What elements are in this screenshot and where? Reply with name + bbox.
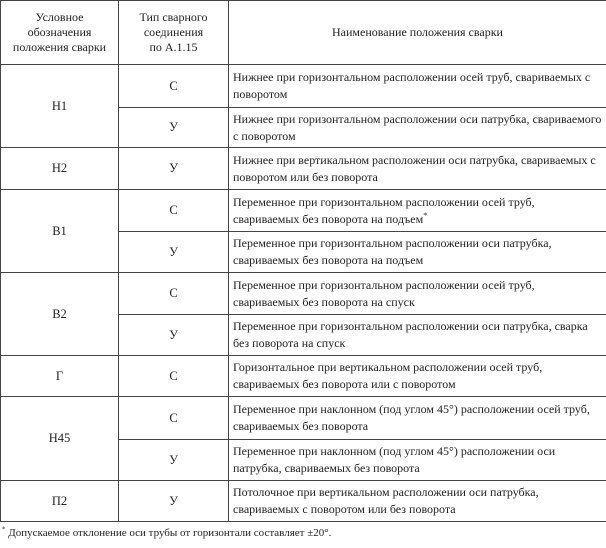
joint-type-cell: У (119, 108, 229, 148)
table-row (1, 397, 606, 440)
header-designation-line3: положения сварки (12, 40, 107, 54)
header-joint-type-line1: Тип сварного (139, 10, 208, 24)
table-row (1, 481, 606, 522)
header-joint-type (119, 1, 229, 65)
header-designation-line2: обозначения (27, 25, 92, 39)
joint-type-cell: У (119, 148, 229, 190)
joint-type-cell: С (119, 65, 229, 108)
header-position-name: Наименование положения сварки (229, 1, 606, 65)
joint-type-cell: У (119, 315, 229, 356)
position-name-cell: Переменное при наклонном (под углом 45°) расположении осей труб, свариваемых без поворота (229, 397, 606, 440)
header-joint-type-line2: соединения (143, 25, 204, 39)
position-name-cell: Горизонтальное при вертикальном расположении осей труб, свариваемых без поворота или с поворотом (229, 356, 606, 397)
designation-cell: Н45 (1, 397, 119, 481)
joint-type-cell: С (119, 397, 229, 440)
designation-cell: Г (1, 356, 119, 397)
footnote-text: Допускаемое отклонение оси трубы от горизонтали составляет ±20°. (5, 527, 332, 539)
table-row (1, 148, 606, 190)
position-name-cell (229, 190, 606, 232)
joint-type-cell: У (119, 440, 229, 481)
table-row (1, 65, 606, 108)
position-name-cell: Нижнее при горизонтальном расположении оси патрубка, свариваемого с поворотом (229, 108, 606, 148)
header-joint-type-line3: по А.1.15 (149, 40, 198, 54)
designation-cell: П2 (1, 481, 119, 522)
position-name-cell: Потолочное при вертикальном расположении оси патрубка, свариваемых с поворотом или без поворота (229, 481, 606, 522)
position-name-cell: Нижнее при горизонтальном расположении осей труб, свариваемых с поворотом (229, 65, 606, 108)
table-header-row (1, 1, 606, 65)
position-name-cell: Переменное при горизонтальном расположении оси патрубка, сварка без поворота на спуск (229, 315, 606, 356)
position-name-cell: Переменное при горизонтальном расположении оси патрубка, свариваемых без поворота на подъем (229, 232, 606, 273)
header-designation (1, 1, 119, 65)
footnote (2, 527, 331, 539)
designation-cell: В2 (1, 273, 119, 356)
table-row (1, 356, 606, 397)
designation-cell: В1 (1, 190, 119, 273)
designation-cell: Н2 (1, 148, 119, 190)
joint-type-cell: С (119, 273, 229, 315)
header-designation-line1: Условное (35, 10, 84, 24)
table-row (1, 273, 606, 315)
position-name-cell: Переменное при наклонном (под углом 45°) расположении оси патрубка, свариваемых без поворота (229, 440, 606, 481)
joint-type-cell: У (119, 232, 229, 273)
joint-type-cell: У (119, 481, 229, 522)
footnote-mark: * (2, 525, 6, 534)
joint-type-cell: С (119, 190, 229, 232)
position-name-cell: Нижнее при вертикальном расположении оси патрубка, свариваемых с поворотом или без поворота (229, 148, 606, 190)
position-name-cell: Переменное при горизонтальном расположении осей труб, свариваемых без поворота на спуск (229, 273, 606, 315)
designation-cell: Н1 (1, 65, 119, 148)
joint-type-cell: С (119, 356, 229, 397)
position-name-text: Переменное при горизонтальном расположении осей труб, свариваемых без поворота на подъем (233, 194, 535, 226)
footnote-mark: * (423, 210, 428, 220)
table-row (1, 190, 606, 232)
